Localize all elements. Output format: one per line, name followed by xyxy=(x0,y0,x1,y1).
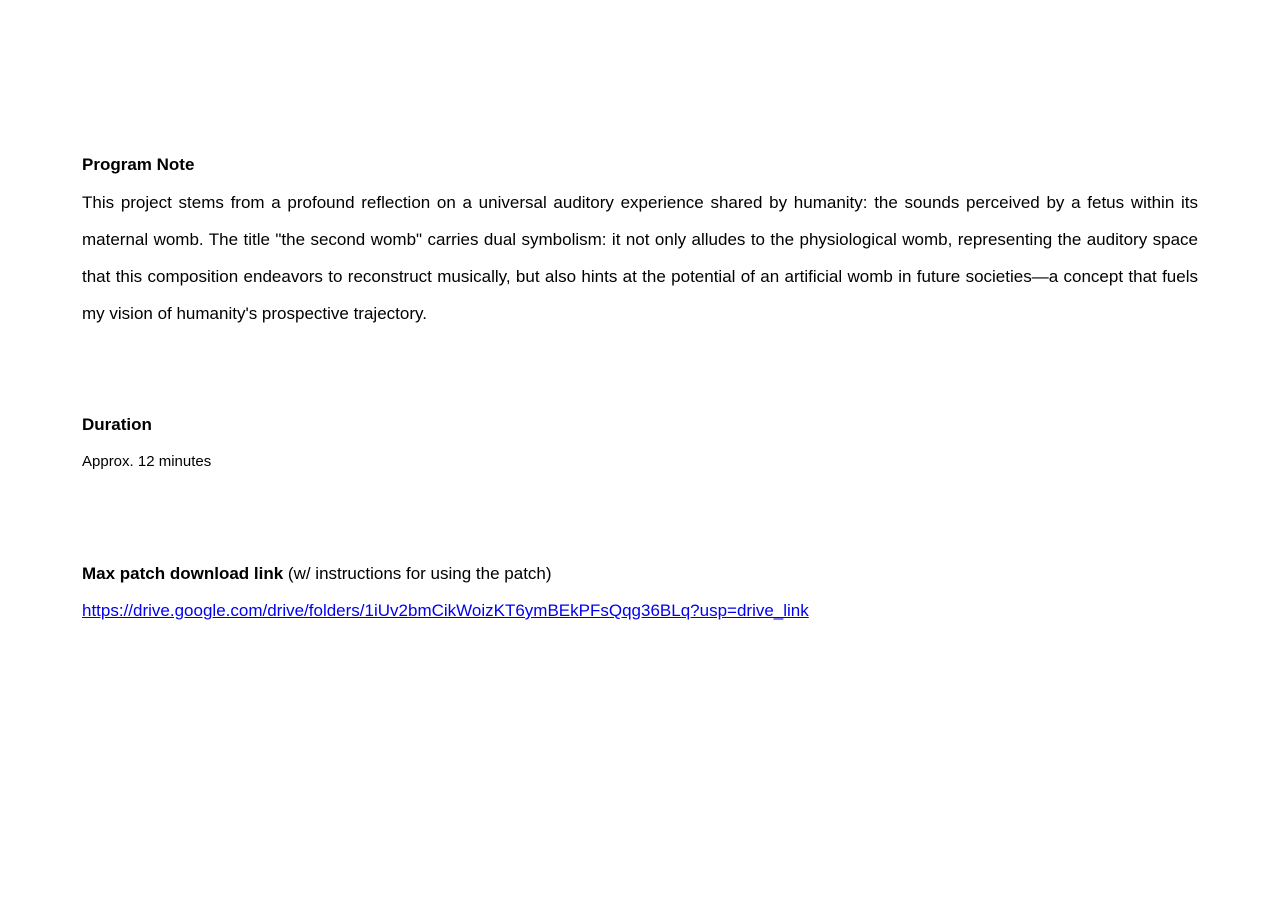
max-patch-download-link[interactable]: https://drive.google.com/drive/folders/1iUv2bmCikWoizKT6ymBEkPFsQqg36BLq?usp=drive_link xyxy=(82,601,809,620)
max-patch-heading: Max patch download link xyxy=(82,564,284,583)
program-note-heading: Program Note xyxy=(82,155,195,174)
program-note-body: This project stems from a profound reflection on a universal auditory experience shared by humanity: the sounds perceived by a fetus within its maternal womb. The title "the second womb" carries dual symbolism: it not only alludes to the physiological womb, representing the auditory space that this composition endeavors to reconstruct musically, but also hints at the potential of an artificial womb in future societies—a concept that fuels my vision of humanity's prospective trajectory. xyxy=(82,193,1198,323)
document-page xyxy=(82,0,1198,901)
duration-heading: Duration xyxy=(82,415,152,434)
duration-value: Approx. 12 minutes xyxy=(82,453,212,470)
max-patch-subtitle: (w/ instructions for using the patch) xyxy=(283,564,552,583)
max-patch-heading-line xyxy=(82,564,552,584)
